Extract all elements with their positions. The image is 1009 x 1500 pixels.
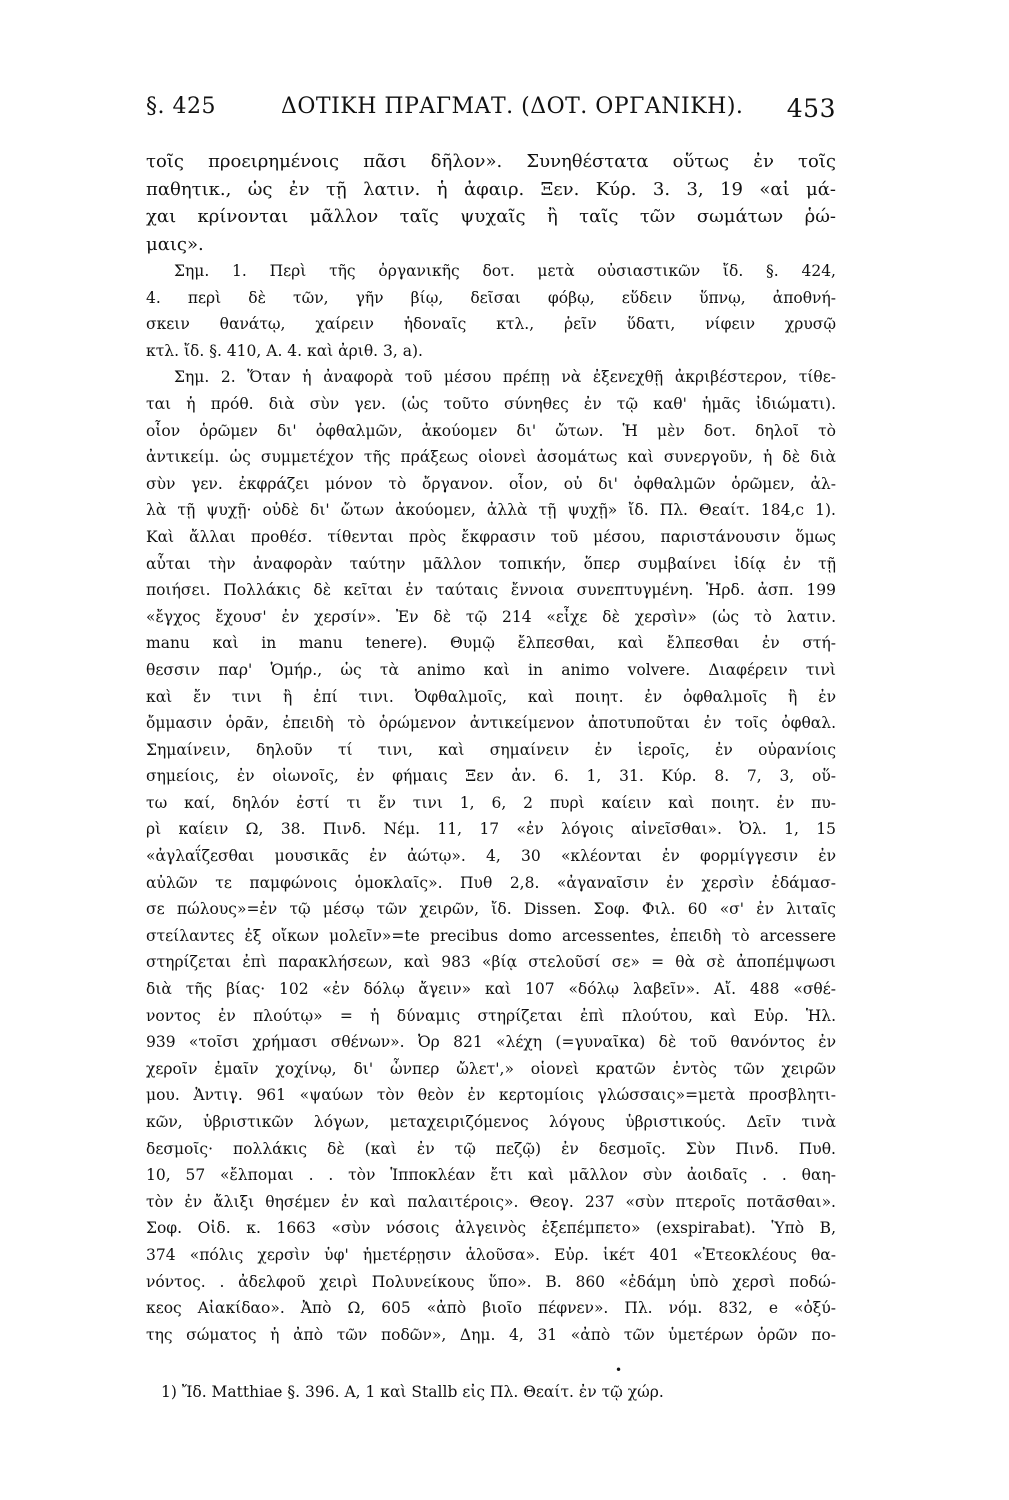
text-line: διὰ τῆς βίας· 102 «ἐν δόλῳ ἄγειν» καὶ 107 «δόλῳ λαβεῖν». Αἴ. 488 «σθέ-	[146, 980, 836, 999]
text-line: νόντος. . ἀδελφοῦ χειρὶ Πολυνείκους ὕπο». Β. 860 «ἐδάμη ὑπὸ χερσὶ ποδώ-	[146, 1272, 836, 1291]
text-line: Σημ. 2. Ὅταν ἡ ἀναφορὰ τοῦ μέσου πρέπῃ νὰ ἐξενεχθῇ ἀκριβέστερον, τίθε-	[174, 368, 836, 387]
text-line: ρὶ καίειν Ω, 38. Πινδ. Νέμ. 11, 17 «ἐν λόγοις αἰνεῖσθαι». Ὀλ. 1, 15	[146, 820, 836, 839]
text-line: σημείοις, ἐν οἰωνοῖς, ἐν φήμαις Ξεν ἀν. 6. 1, 31. Κύρ. 8. 7, 3, οὕ-	[146, 767, 836, 786]
text-line: τω καί, δηλόν ἐστί τι ἔν τινι 1, 6, 2 πυρὶ καίειν καὶ ποιητ. ἐν πυ-	[146, 793, 836, 812]
text-line: ται ἡ πρόθ. διὰ σὺν γεν. (ὡς τοῦτο σύνηθες ἐν τῷ καθ' ἡμᾶς ἰδιώματι).	[146, 394, 836, 413]
footnote-mark: •	[615, 1363, 623, 1377]
footnote: 1) Ἴδ. Matthiae §. 396. A, 1 καὶ Stallb εἰς Πλ. Θεαίτ. ἐν τῷ χώρ.	[161, 1383, 664, 1401]
text-line: δεσμοῖς· πολλάκις δὲ (καὶ ἐν τῷ πεζῷ) ἐν δεσμοῖς. Σὺν Πινδ. Πυθ.	[146, 1139, 836, 1158]
running-header	[146, 94, 836, 130]
text-line: κῶν, ὑβριστικῶν λόγων, μεταχειριζόμενος λόγους ὑβριστικούς. Δεῖν τινὰ	[146, 1113, 836, 1131]
body-text	[146, 148, 836, 1348]
text-line: Καὶ ἄλλαι προθέσ. τίθενται πρὸς ἔκφρασιν τοῦ μέσου, παριστάνουσιν ὅμως	[146, 527, 836, 546]
text-line: μαις».	[146, 233, 204, 255]
text-line: θεσσιν παρ' Ὁμήρ., ὡς τὰ animo καὶ in animo volvere. Διαφέρειν τινὶ	[146, 660, 836, 679]
text-line: «ἔγχος ἔχουσ' ἐν χερσίν». Ἐν δὲ τῷ 214 «εἶχε δὲ χερσὶν» (ὡς τὸ λατιν.	[146, 607, 836, 626]
section-number: §. 425	[146, 94, 216, 119]
text-line: 10, 57 «ἔλπομαι . . τὸν Ἱπποκλέαν ἔτι καὶ μᾶλλον σὺν ἀοιδαῖς . . θαη-	[146, 1166, 836, 1185]
text-line: αὗται τὴν ἀναφορὰν ταύτην μᾶλλον τοπικήν, ὅπερ συμβαίνει ἰδίᾳ ἐν τῇ	[146, 554, 836, 573]
text-line: σε πώλους»=ἐν τῷ μέσῳ τῶν χειρῶν, ἴδ. Dissen. Σοφ. Φιλ. 60 «σ' ἐν λιταῖς	[146, 900, 836, 919]
text-line: στείλαντες ἐξ οἴκων μολεῖν»=te precibus domo arcessentes, ἐπειδὴ τὸ arcessere	[146, 926, 836, 945]
page-number: 453	[786, 94, 836, 123]
text-line: καὶ ἔν τινι ἢ ἐπί τινι. Ὀφθαλμοῖς, καὶ ποιητ. ἐν ὀφθαλμοῖς ἢ ἐν	[146, 687, 836, 706]
text-line: σκειν θανάτῳ, χαίρειν ἡδοναῖς κτλ., ῥεῖν ὕδατι, νίφειν χρυσῷ	[146, 315, 836, 334]
text-line: 374 «πόλις χερσὶν ὑφ' ἡμετέρῃσιν ἁλοῦσα». Εὐρ. ἱκέτ 401 «Ἐτεοκλέους θα-	[146, 1245, 836, 1264]
text-line: νοντος ἐν πλούτῳ» = ἡ δύναμις στηρίζεται ἐπὶ πλούτου, καὶ Εὐρ. Ἡλ.	[146, 1006, 836, 1025]
text-line: παθητικ., ὡς ἐν τῇ λατιν. ἡ ἀφαιρ. Ξεν. Κύρ. 3. 3, 19 «αἱ μά-	[146, 178, 836, 200]
text-line: κεος Αἰακίδαο». Ἀπὸ Ω, 605 «ἀπὸ βιοῖο πέφνεν». Πλ. νόμ. 832, e «ὀξύ-	[146, 1299, 836, 1318]
text-line: τοῖς προειρημένοις πᾶσι δῆλον». Συνηθέστατα οὕτως ἐν τοῖς	[146, 151, 836, 172]
text-line: 939 «τοῖσι χρήμασι σθένων». Ὀρ 821 «λέχη (=γυναῖκα) δὲ τοῦ θανόντος ἐν	[146, 1033, 836, 1052]
text-line: κτλ. ἴδ. §. 410, Α. 4. καὶ ἀριθ. 3, a).	[146, 341, 423, 360]
text-line: Σημαίνειν, δηλοῦν τί τινι, καὶ σημαίνειν ἐν ἱεροῖς, ἐν οὐρανίοις	[146, 740, 836, 759]
text-line: manu καὶ in manu tenere). Θυμῷ ἔλπεσθαι, καὶ ἔλπεσθαι ἐν στή-	[146, 634, 836, 653]
text-line: τὸν ἐν ἄλιξι θησέμεν ἐν καὶ παλαιτέροις». Θεογ. 237 «σὺν πτεροῖς ποτᾶσθαι».	[146, 1192, 836, 1211]
text-line: Σημ. 1. Περὶ τῆς ὀργανικῆς δοτ. μετὰ οὐσιαστικῶν ἴδ. §. 424,	[174, 262, 836, 280]
text-line: 4. περὶ δὲ τῶν, γῆν βίῳ, δεῖσαι φόβῳ, εὕδειν ὕπνῳ, ἀποθνή-	[146, 288, 836, 307]
text-line: Σοφ. Οἰδ. κ. 1663 «σὺν νόσοις ἀλγεινὸς ἐξεπέμπετο» (exspirabat). Ὑπὸ Β,	[146, 1219, 836, 1238]
text-line: ὄμμασιν ὁρᾶν, ἐπειδὴ τὸ ὁρώμενον ἀντικείμενον ἀποτυποῦται ἐν τοῖς ὀφθαλ.	[146, 714, 836, 733]
text-line: οἷον ὁρῶμεν δι' ὀφθαλμῶν, ἀκούομεν δι' ὤτων. Ἡ μὲν δοτ. δηλοῖ τὸ	[146, 421, 836, 440]
text-line: χαι κρίνονται μᾶλλον ταῖς ψυχαῖς ἢ ταῖς τῶν σωμάτων ῥώ-	[146, 206, 836, 227]
text-line: στηρίζεται ἐπὶ παρακλήσεων, καὶ 983 «βίᾳ στελοῦσί σε» = θὰ σὲ ἀποπέμψωσι	[146, 953, 836, 972]
text-line: σὺν γεν. ἐκφράζει μόνον τὸ ὄργανον. οἷον, οὐ δι' ὀφθαλμῶν ὁρῶμεν, ἀλ-	[146, 474, 836, 493]
running-title: ΔΟΤΙΚΗ ΠΡΑΓΜΑΤ. (ΔΟΤ. ΟΡΓΑΝΙΚΗ).	[281, 94, 744, 119]
text-line: ποιήσει. Πολλάκις δὲ κεῖται ἐν ταύταις ἔννοια συνεπτυγμένη. Ἡρδ. ἀσπ. 199	[146, 581, 836, 600]
text-line: χεροῖν ἐμαῖν χοχίνῳ, δι' ὧνπερ ὤλετ',» οἱονεὶ κρατῶν ἐντὸς τῶν χειρῶν	[146, 1059, 836, 1078]
text-line: της σώματος ἡ ἀπὸ τῶν ποδῶν», Δημ. 4, 31 «ἀπὸ τῶν ὑμετέρων ὁρῶν πο-	[146, 1325, 836, 1344]
text-line: «ἀγλαΐζεσθαι μουσικᾶς ἐν ἀώτῳ». 4, 30 «κλέονται ἐν φορμίγγεσιν ἐν	[146, 847, 836, 866]
text-line: αὐλῶν τε παμφώνοις ὁμοκλαῖς». Πυθ 2,8. «ἀγαναῖσιν ἐν χερσὶν ἐδάμασ-	[146, 873, 836, 892]
text-line: λὰ τῇ ψυχῇ· οὐδὲ δι' ὤτων ἀκούομεν, ἀλλὰ τῇ ψυχῇ» ἴδ. Πλ. Θεαίτ. 184,c 1).	[146, 501, 836, 520]
text-line: μου. Ἀντιγ. 961 «ψαύων τὸν θεὸν ἐν κερτομίοις γλώσσαις»=μετὰ προσβλητι-	[146, 1086, 836, 1105]
text-line: ἀντικείμ. ὡς συμμετέχον τῆς πράξεως οἱονεὶ ἀσομάτως καὶ συνεργοῦν, ἡ δὲ διὰ	[146, 448, 836, 467]
